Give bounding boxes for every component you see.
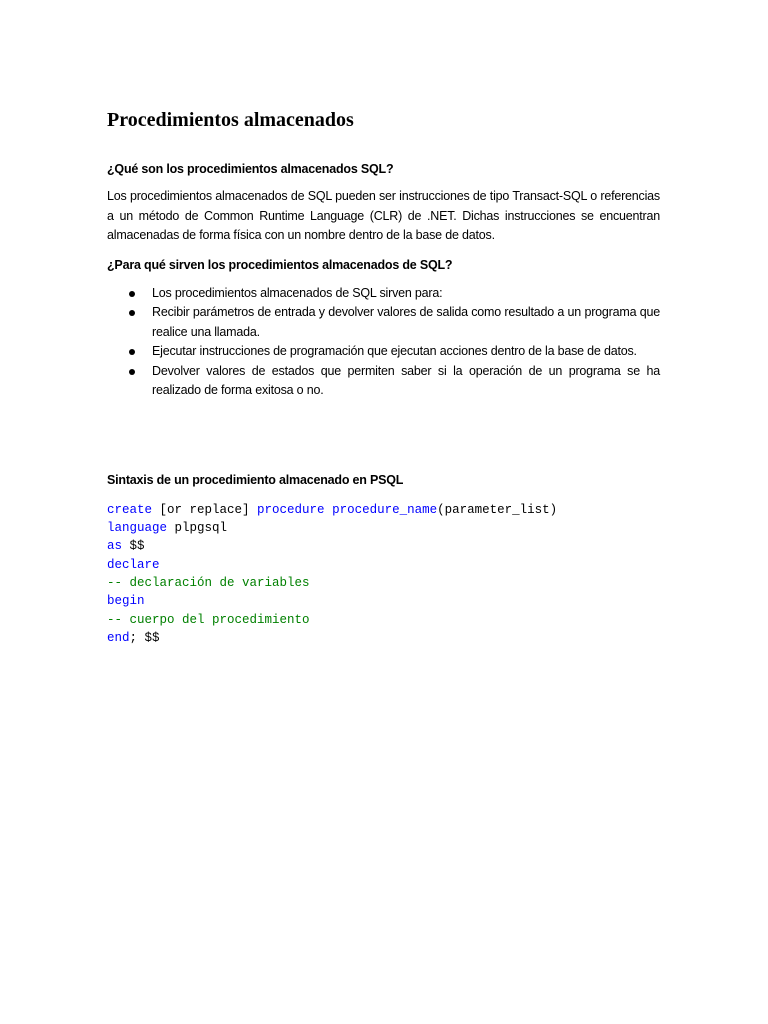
- code-keyword: procedure: [257, 502, 325, 517]
- code-text: plpgsql: [167, 520, 228, 535]
- code-text: (parameter_list): [437, 502, 558, 517]
- document-content: [107, 106, 660, 648]
- code-line: [107, 629, 660, 647]
- bullet-icon: [129, 291, 135, 297]
- bullet-icon: [129, 369, 135, 375]
- list-item: [107, 342, 660, 362]
- code-line: [107, 537, 660, 555]
- code-keyword: procedure_name: [332, 502, 438, 517]
- code-keyword: end: [107, 631, 130, 646]
- list-item-text: Recibir parámetros de entrada y devolver valores de salida como resultado a un programa que realice una llamada.: [152, 305, 660, 339]
- page-title: Procedimientos almacenados: [107, 109, 354, 131]
- section-paragraph-what: Los procedimientos almacenados de SQL pueden ser instrucciones de tipo Transact-SQL o referencias a un método de Common Runtime Language (CLR) de .NET. Dichas instrucciones se encuentran almacenadas de forma física con un nombre dentro de la base de datos.: [107, 189, 660, 242]
- list-item-text: Ejecutar instrucciones de programación que ejecutan acciones dentro de la base de datos.: [152, 344, 637, 358]
- section-heading-syntax: Sintaxis de un procedimiento almacenado en PSQL: [107, 472, 404, 487]
- code-line: [107, 501, 660, 519]
- bullet-icon: [129, 310, 135, 316]
- code-line: [107, 574, 660, 592]
- list-item-text: Los procedimientos almacenados de SQL sirven para:: [152, 285, 443, 300]
- code-comment: -- declaración de variables: [107, 576, 310, 591]
- code-keyword: begin: [107, 594, 145, 609]
- code-line: [107, 556, 660, 574]
- code-block: [107, 501, 660, 648]
- code-line: [107, 611, 660, 629]
- list-item: [107, 362, 660, 401]
- list-item: [107, 284, 660, 304]
- code-keyword: declare: [107, 557, 160, 572]
- bullet-icon: [129, 349, 135, 355]
- code-text: [325, 503, 333, 517]
- code-line: [107, 592, 660, 610]
- section-heading-what: ¿Qué son los procedimientos almacenados SQL?: [107, 162, 394, 176]
- list-item-text: Devolver valores de estados que permiten saber si la operación de un programa se ha realizado de forma exitosa o no.: [152, 363, 660, 397]
- section-heading-purpose: ¿Para qué sirven los procedimientos almacenados de SQL?: [107, 257, 453, 272]
- code-keyword: language: [107, 520, 168, 535]
- code-keyword: create: [107, 502, 153, 517]
- code-text: $$: [122, 539, 145, 554]
- code-text: [or replace]: [152, 502, 258, 517]
- code-comment: -- cuerpo del procedimiento: [107, 612, 310, 627]
- bullet-list: [107, 284, 660, 401]
- code-line: [107, 519, 660, 537]
- code-keyword: as: [107, 539, 123, 554]
- list-item: [107, 303, 660, 342]
- code-text: ; $$: [129, 631, 160, 646]
